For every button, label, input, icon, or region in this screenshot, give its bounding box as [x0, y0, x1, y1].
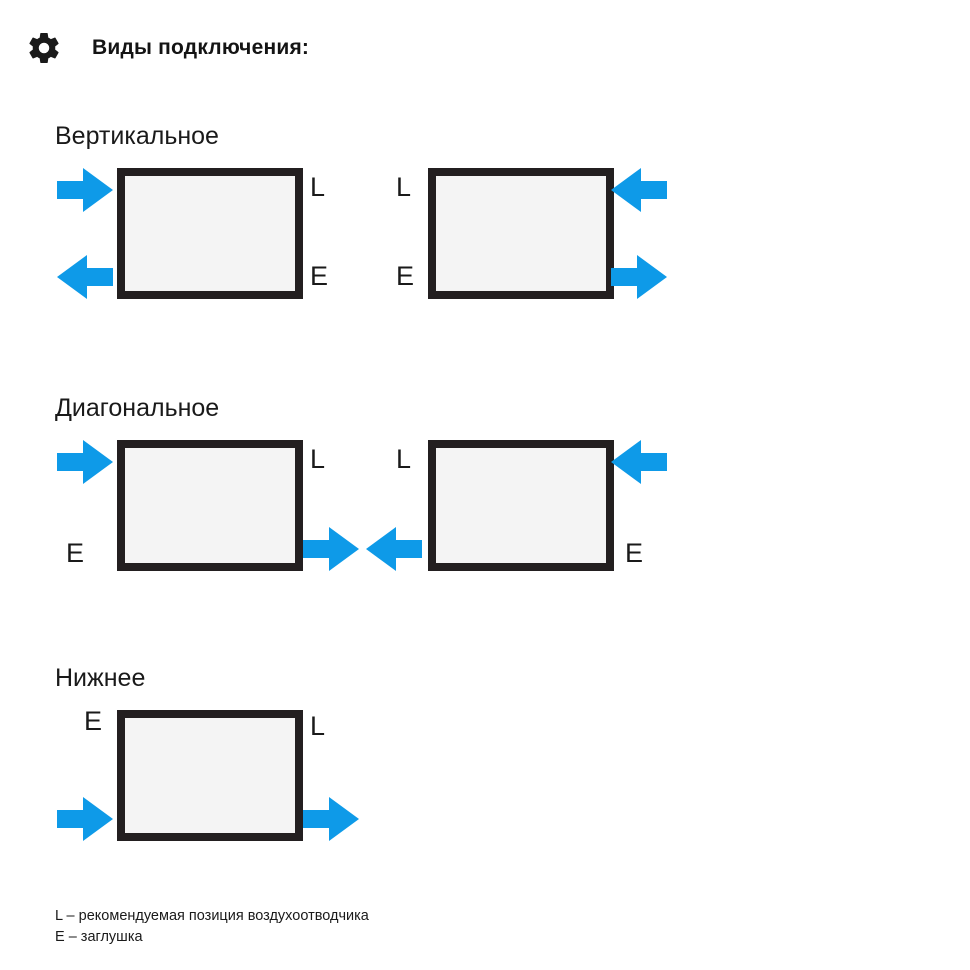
letter-diagonal-right-bottom: E [625, 538, 644, 568]
arrow-head [329, 797, 359, 841]
radiator-diagonal-right [428, 440, 614, 571]
section-title-bottom: Нижнее [55, 664, 146, 692]
header [26, 30, 309, 66]
letter-bottom-top-left: E [84, 706, 103, 736]
radiator-diagonal-left [117, 440, 303, 571]
legend [55, 906, 369, 948]
arrow-right-bottom-right [303, 797, 359, 841]
gear-icon [26, 30, 62, 66]
arrow-head [366, 527, 396, 571]
arrow-right-top-diagonal-left [57, 440, 113, 484]
arrow-head [83, 797, 113, 841]
arrow-head [637, 255, 667, 299]
arrow-stem [637, 181, 667, 199]
letter-diagonal-left-top: L [310, 444, 326, 474]
arrow-right-top-vertical-left [57, 168, 113, 212]
letter-bottom-top-right: L [310, 711, 326, 741]
radiator-vertical-left [117, 168, 303, 299]
letter-vertical-right-top: L [396, 172, 412, 202]
arrow-left-top-diagonal-right [611, 440, 667, 484]
letter-vertical-left-top: L [310, 172, 326, 202]
arrow-left-top-vertical-right [611, 168, 667, 212]
arrow-head [83, 168, 113, 212]
arrow-right-bottom-left [57, 797, 113, 841]
arrow-stem [83, 268, 113, 286]
arrow-head [329, 527, 359, 571]
letter-diagonal-left-bottom: E [66, 538, 85, 568]
arrow-stem [637, 453, 667, 471]
arrow-head [611, 168, 641, 212]
section-title-diagonal: Диагональное [55, 394, 220, 422]
page-title: Виды подключения: [92, 36, 310, 59]
arrow-left-bottom-vertical-left [57, 255, 113, 299]
arrow-right-bottom-vertical-right [611, 255, 667, 299]
legend-line-e: E – заглушка [55, 928, 143, 945]
legend-line-l: L – рекомендуемая позиция воздухоотводчика [55, 907, 369, 924]
letter-vertical-right-bottom: E [396, 261, 415, 291]
arrow-head [83, 440, 113, 484]
arrow-head [611, 440, 641, 484]
radiator-vertical-right [428, 168, 614, 299]
radiator-bottom [117, 710, 303, 841]
letter-vertical-left-bottom: E [310, 261, 329, 291]
section-title-vertical: Вертикальное [55, 122, 219, 150]
letter-diagonal-right-top: L [396, 444, 412, 474]
arrow-head [57, 255, 87, 299]
arrow-stem [392, 540, 422, 558]
arrow-left-bottom-diagonal-right [366, 527, 422, 571]
arrow-right-bottom-diagonal-left [303, 527, 359, 571]
